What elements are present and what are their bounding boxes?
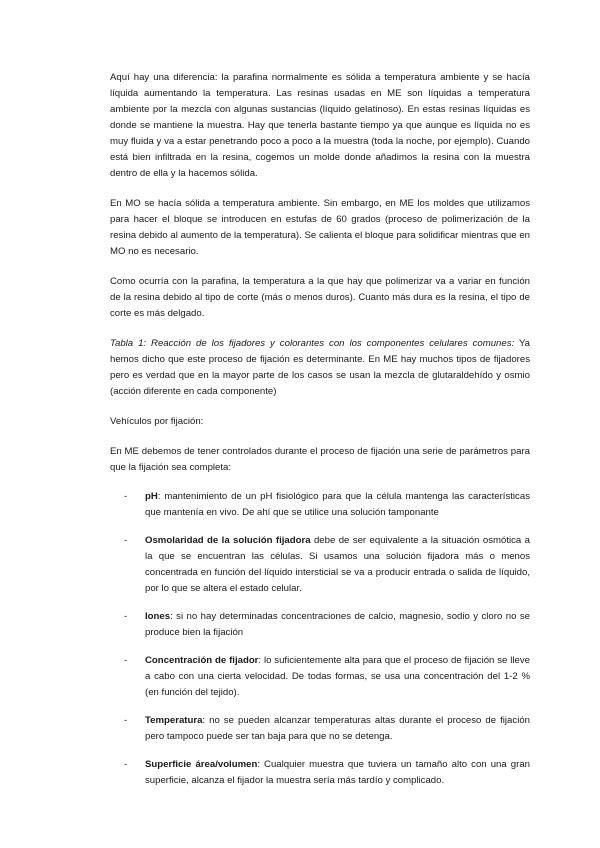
- parameter-term: Iones: [145, 611, 171, 622]
- parameter-text: : mantenimiento de un pH fisiológico para que la célula mantenga las características que mantenía en vivo. De ahí que se utilice una solución tamponante: [145, 491, 530, 518]
- parameter-text: : si no hay determinadas concentraciones de calcio, magnesio, sodio y cloro no se produce bien la fijación: [145, 611, 530, 638]
- list-item: [110, 713, 530, 745]
- list-item: [110, 653, 530, 701]
- list-item: [110, 489, 530, 521]
- bullet-dash: -: [124, 535, 128, 546]
- parameter-text: : lo suficientemente alta para que el proceso de fijación se lleve a cabo con una cierta velocidad. De todas formas, se usa una concentración del 1-2 % (en función del tejido).: [145, 655, 530, 698]
- parameter-term: Osmolaridad de la solución fijadora: [145, 535, 311, 546]
- parameter-text: : Cualquier muestra que tuviera un tamaño alto con una gran superficie, alcanza el fijador la muestra sería más tardío y complicado.: [145, 759, 530, 786]
- list-item: [110, 757, 530, 789]
- fijacion-text: Ya hemos dicho que este proceso de fijación es determinante. En ME hay muchos tipos de fijadores pero es verdad que en la mayor parte de los casos se usan la mezcla de glutaraldehído y osmio (acción diferente en cada componente): [110, 338, 530, 397]
- paragraph-fijacion: [110, 336, 530, 400]
- list-item: [110, 533, 530, 597]
- paragraph-temperatura-corte: Como ocurría con la parafina, la temperatura a la que hay que polimerizar va a variar en función de la resina debido al tipo de corte (más o menos duros). Cuanto más dura es la resina, el tipo de corte es más delgado.: [110, 276, 530, 319]
- section-heading-vehiculos: Vehículos por fijación:: [110, 416, 204, 427]
- parameter-text: debe de ser equivalente a la situación osmótica a la que se encuentran las células. Si usamos una solución fijadora más o menos concentrada en función del líquido intersticial se va a producir entrada o salida de líquido, por lo que se altera el estado celular.: [145, 535, 531, 594]
- paragraph-polimerizacion: En MO se hacía sólida a temperatura ambiente. Sin embargo, en ME los moldes que utilizamos para hacer el bloque se introducen en estufas de 60 grados (proceso de polimerización de la resina debido al aumento de la temperatura). Se calienta el bloque para solidificar mientras que en MO no es necesario.: [110, 198, 530, 257]
- bullet-dash: -: [124, 715, 128, 726]
- paragraph-parafina-resina: Aquí hay una diferencia: la parafina normalmente es sólida a temperatura ambiente y se hacía líquida aumentando la temperatura. Las resinas usadas en ME son líquidas a temperatura ambiente por la mezcla con algunas sustancias (líquido gelatinoso). En estas resinas líquidas es donde se mantiene la muestra. Hay que tenerla bastante tiempo ya que aunque es líquida no es muy fluida y va a estar penetrando poco a poco a la muestra (toda la noche, por ejemplo). Cuando está bien infiltrada en la resina, cogemos un molde donde añadimos la resina con la muestra dentro de ella y la hacemos sólida.: [110, 72, 530, 179]
- parameters-list: [110, 489, 530, 789]
- table-caption: Tabla 1: Reacción de los fijadores y colorantes con los componentes celulares comunes:: [110, 338, 515, 349]
- bullet-dash: -: [124, 611, 128, 622]
- parameter-term: Temperatura: [145, 715, 203, 726]
- paragraph-parametros-intro: En ME debemos de tener controlados durante el proceso de fijación una serie de parámetros para que la fijación sea completa:: [110, 446, 530, 473]
- bullet-dash: -: [124, 759, 128, 770]
- parameter-text: : no se pueden alcanzar temperaturas altas durante el proceso de fijación pero tampoco puede ser tan baja para que no se detenga.: [145, 715, 530, 742]
- parameter-term: Superficie área/volumen: [145, 759, 258, 770]
- parameter-term: pH: [145, 491, 158, 502]
- bullet-dash: -: [124, 491, 128, 502]
- list-item: [110, 609, 530, 641]
- bullet-dash: -: [124, 655, 128, 666]
- parameter-term: Concentración de fijador: [145, 655, 259, 666]
